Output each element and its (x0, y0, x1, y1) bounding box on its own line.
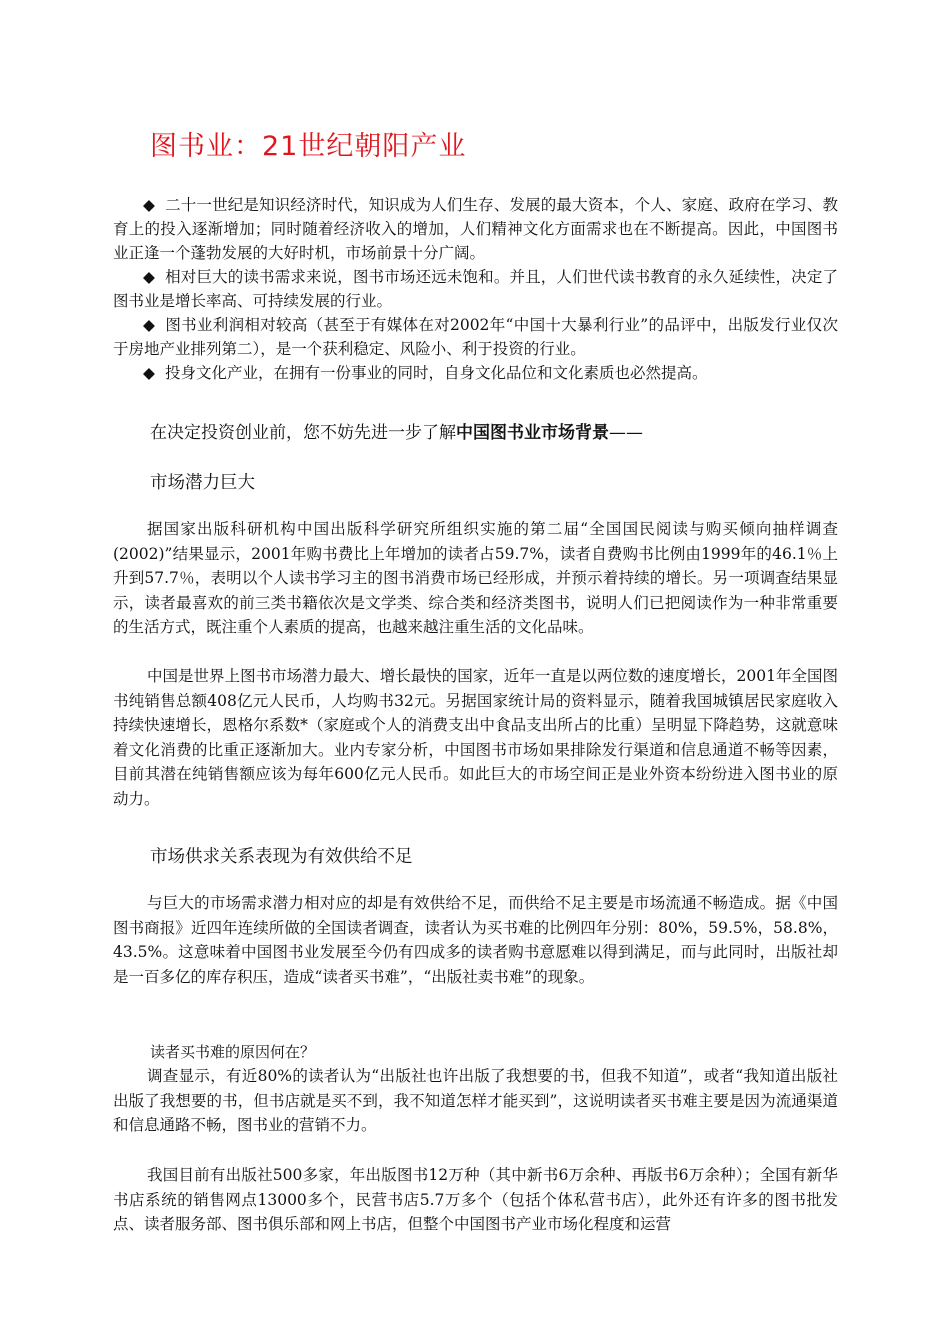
intro-emphasis: 中国图书业市场背景 (456, 423, 609, 443)
bullet-item (113, 313, 838, 361)
diamond-bullet-icon: ◆ (143, 268, 155, 286)
paragraph-potential-1: 据国家出版科研机构中国出版科学研究所组织实施的第二届“全国国民阅读与购买倾向抽样调查(2002)”结果显示，2001年购书费比上年增加的读者占59.7%，读者自费购书比例由1999年的46.1％上升到57.7％，表明以个人读书学习主的图书消费市场已经形成，并预示着持续的增长。另一项调查结果显示，读者最喜欢的前三类书籍依次是文学类、综合类和经济类图书，说明人们已把阅读作为一种非常重要的生活方式，既注重个人素质的提高，也越来越注重生活的文化品味。 (113, 520, 838, 636)
intro-prefix: 在决定投资创业前，您不妨先进一步了解 (150, 423, 456, 443)
bullet-text: 相对巨大的读书需求来说，图书市场还远未饱和。并且，人们世代读书教育的永久延续性，决定了图书业是增长率高、可持续发展的行业。 (113, 268, 838, 310)
bullet-list (113, 193, 838, 385)
paragraph-potential-2: 中国是世界上图书市场潜力最大、增长最快的国家，近年一直是以两位数的速度增长，2001年全国图书纯销售总额408亿元人民币，人均购书32元。另据国家统计局的资料显示，随着我国城镇居民家庭收入持续快速增长，恩格尔系数*（家庭或个人的消费支出中食品支出所占的比重）呈明显下降趋势，这就意味着文化消费的比重正逐渐加大。业内专家分析，中国图书市场如果排除发行渠道和信息通道不畅等因素，目前其潜在纯销售额应该为每年600亿元人民币。如此巨大的市场空间正是业外资本纷纷进入图书业的原动力。 (113, 667, 838, 808)
section-heading-potential: 市场潜力巨大 (150, 473, 255, 493)
intro-line (150, 418, 643, 443)
bullet-text: 投身文化产业，在拥有一份事业的同时，自身文化品位和文化素质也必然提高。 (165, 364, 708, 382)
bullet-item (113, 193, 838, 265)
section-heading-supply: 市场供求关系表现为有效供给不足 (150, 847, 413, 867)
document-title: 图书业：21世纪朝阳产业 (150, 131, 467, 162)
paragraph-supply-1: 与巨大的市场需求潜力相对应的却是有效供给不足，而供给不足主要是市场流通不畅造成。据《中国图书商报》近四年连续所做的全国读者调查，读者认为买书难的比例四年分别：80%，59.5%，58.8%，43.5%。这意味着中国图书业发展至今仍有四成多的读者购书意愿难以得到满足，而与此同时，出版社却是一百多亿的库存积压，造成“读者买书难”，“出版社卖书难”的现象。 (113, 894, 838, 986)
diamond-bullet-icon: ◆ (143, 196, 155, 214)
intro-suffix: —— (609, 423, 643, 443)
paragraph-reason-2: 我国目前有出版社500多家，年出版图书12万种（其中新书6万余种、再版书6万余种）；全国有新华书店系统的销售网点13000多个，民营书店5.7万多个（包括个体私营书店），此外还有许多的图书批发点、读者服务部、图书俱乐部和网上书店，但整个中国图书产业市场化程度和运营 (113, 1166, 838, 1233)
diamond-bullet-icon: ◆ (143, 316, 155, 334)
diamond-bullet-icon: ◆ (143, 364, 155, 382)
subheading-reason: 读者买书难的原因何在？ (150, 1043, 316, 1061)
paragraph-reason-1: 调查显示，有近80%的读者认为“出版社也许出版了我想要的书，但我不知道”，或者“我知道出版社出版了我想要的书，但书店就是买不到，我不知道怎样才能买到”，这说明读者买书难主要是因为流通渠道和信息通路不畅，图书业的营销不力。 (113, 1067, 838, 1134)
bullet-text: 图书业利润相对较高（甚至于有媒体在对2002年“中国十大暴利行业”的品评中，出版发行业仅次于房地产业排列第二），是一个获利稳定、风险小、利于投资的行业。 (113, 316, 838, 358)
bullet-item (113, 265, 838, 313)
bullet-text: 二十一世纪是知识经济时代，知识成为人们生存、发展的最大资本，个人、家庭、政府在学习、教育上的投入逐渐增加；同时随着经济收入的增加，人们精神文化方面需求也在不断提高。因此，中国图书业正逢一个蓬勃发展的大好时机，市场前景十分广阔。 (113, 196, 838, 262)
bullet-item (113, 361, 838, 385)
